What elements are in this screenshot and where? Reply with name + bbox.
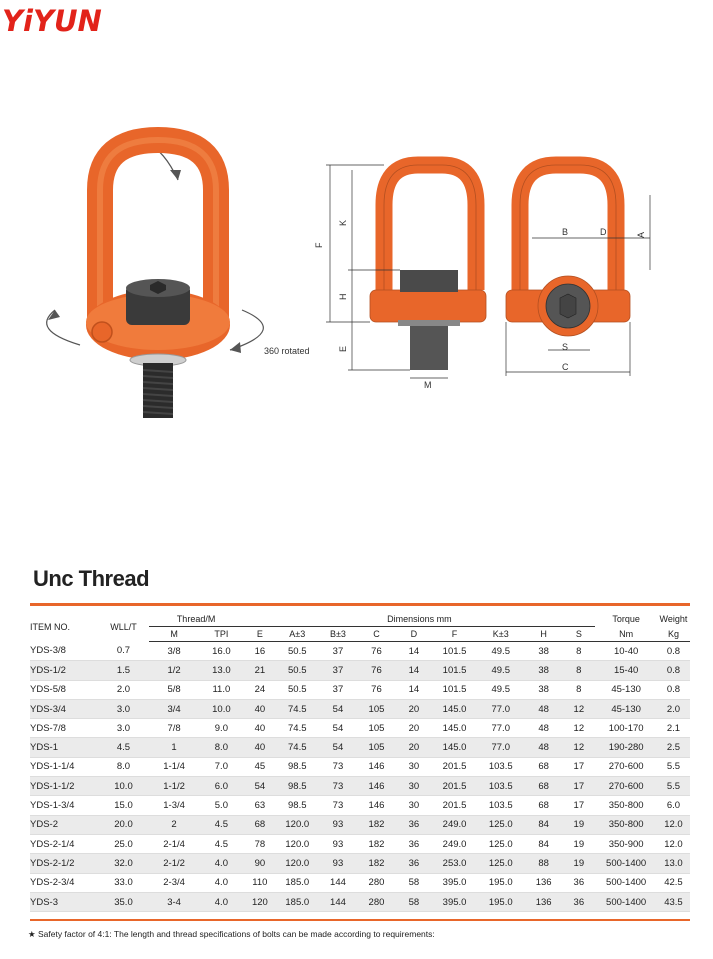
table-cell: 84: [525, 815, 562, 834]
col-group-dimensions: Dimensions mm: [243, 612, 595, 627]
table-cell: 74.5: [276, 738, 318, 757]
table-cell: 48: [525, 738, 562, 757]
table-cell: 4.5: [199, 815, 243, 834]
table-cell: 36: [562, 873, 595, 892]
table-cell: 54: [318, 719, 358, 738]
table-cell: 2-1/2: [149, 854, 200, 873]
table-cell: 195.0: [477, 892, 525, 911]
table-cell: 43.5: [657, 892, 690, 911]
table-cell: 120.0: [276, 815, 318, 834]
table-cell: 42.5: [657, 873, 690, 892]
table-cell: 201.5: [433, 796, 477, 815]
table-cell: 146: [358, 777, 395, 796]
table-cell: 19: [562, 854, 595, 873]
table-cell: 2.0: [98, 680, 149, 699]
table-cell: 5.5: [657, 777, 690, 796]
item-number-cell: YDS-1: [30, 738, 98, 757]
table-cell: 17: [562, 777, 595, 796]
table-cell: 145.0: [433, 738, 477, 757]
table-cell: 120: [243, 892, 276, 911]
table-cell: 35.0: [98, 892, 149, 911]
table-cell: 38: [525, 680, 562, 699]
table-cell: 103.5: [477, 777, 525, 796]
table-cell: 54: [318, 738, 358, 757]
table-cell: 1-1/4: [149, 757, 200, 776]
item-number-cell: YDS-1-3/4: [30, 796, 98, 815]
table-cell: 0.8: [657, 680, 690, 699]
table-cell: 76: [358, 661, 395, 680]
table-cell: 270-600: [595, 777, 657, 796]
table-cell: 8.0: [199, 738, 243, 757]
table-cell: 136: [525, 892, 562, 911]
table-cell: 145.0: [433, 699, 477, 718]
table-cell: 125.0: [477, 815, 525, 834]
table-cell: 103.5: [477, 796, 525, 815]
table-cell: 125.0: [477, 834, 525, 853]
pivot-label: 180 pivot: [141, 128, 178, 138]
col-m: M: [149, 627, 200, 642]
table-cell: 185.0: [276, 892, 318, 911]
table-cell: 201.5: [433, 757, 477, 776]
spec-table-body: [30, 642, 690, 912]
table-cell: 50.5: [276, 680, 318, 699]
col-a: A±3: [276, 627, 318, 642]
table-cell: 73: [318, 777, 358, 796]
table-cell: 280: [358, 873, 395, 892]
table-cell: 2-3/4: [149, 873, 200, 892]
table-cell: 49.5: [477, 661, 525, 680]
table-cell: 10.0: [199, 699, 243, 718]
table-cell: 144: [318, 892, 358, 911]
dim-d-label: D: [600, 227, 607, 237]
table-cell: 1-1/2: [149, 777, 200, 796]
table-cell: 30: [395, 777, 432, 796]
table-cell: 20: [395, 719, 432, 738]
item-number-cell: YDS-1-1/4: [30, 757, 98, 776]
table-cell: 14: [395, 661, 432, 680]
table-cell: 45: [243, 757, 276, 776]
table-cell: 6.0: [199, 777, 243, 796]
table-row: [30, 680, 690, 699]
table-cell: 73: [318, 757, 358, 776]
col-d: D: [395, 627, 432, 642]
table-cell: 500-1400: [595, 854, 657, 873]
table-cell: 33.0: [98, 873, 149, 892]
table-cell: 1-3/4: [149, 796, 200, 815]
table-cell: 48: [525, 699, 562, 718]
table-cell: 3/4: [149, 699, 200, 718]
table-cell: 4.0: [199, 892, 243, 911]
table-cell: 58: [395, 873, 432, 892]
table-cell: 17: [562, 796, 595, 815]
table-cell: 7.0: [199, 757, 243, 776]
table-cell: 145.0: [433, 719, 477, 738]
table-cell: 4.5: [199, 834, 243, 853]
col-torque: Torque: [612, 614, 640, 625]
table-row: [30, 757, 690, 776]
table-cell: 144: [318, 873, 358, 892]
table-cell: 146: [358, 757, 395, 776]
footnote: [28, 929, 435, 940]
table-cell: 38: [525, 661, 562, 680]
table-row: [30, 796, 690, 815]
table-cell: 36: [562, 892, 595, 911]
table-cell: 395.0: [433, 892, 477, 911]
table-top-rule: [30, 603, 690, 606]
table-cell: 3.0: [98, 699, 149, 718]
table-cell: 20: [395, 738, 432, 757]
table-cell: 93: [318, 834, 358, 853]
dim-k-label: K: [338, 219, 348, 226]
table-cell: 249.0: [433, 815, 477, 834]
table-cell: 2-1/4: [149, 834, 200, 853]
table-cell: 36: [395, 854, 432, 873]
dim-m-label: M: [424, 380, 432, 390]
table-cell: 54: [318, 699, 358, 718]
front-view-drawing: [314, 165, 486, 390]
table-row: [30, 661, 690, 680]
table-cell: 19: [562, 815, 595, 834]
table-cell: 74.5: [276, 719, 318, 738]
table-cell: 350-800: [595, 815, 657, 834]
table-cell: 105: [358, 699, 395, 718]
item-number-cell: YDS-3/8: [30, 642, 98, 661]
table-cell: 5/8: [149, 680, 200, 699]
item-number-cell: YDS-2: [30, 815, 98, 834]
table-cell: 136: [525, 873, 562, 892]
table-cell: 73: [318, 796, 358, 815]
section-title: Unc Thread: [33, 566, 150, 591]
table-cell: 19: [562, 834, 595, 853]
table-cell: 103.5: [477, 757, 525, 776]
table-cell: 48: [525, 719, 562, 738]
table-cell: 4.0: [199, 854, 243, 873]
table-cell: 30: [395, 757, 432, 776]
table-cell: 45-130: [595, 680, 657, 699]
table-cell: 76: [358, 680, 395, 699]
dim-a-label: A: [636, 231, 646, 238]
table-cell: 4.0: [199, 873, 243, 892]
table-cell: 500-1400: [595, 873, 657, 892]
table-cell: 2: [149, 815, 200, 834]
table-cell: 0.8: [657, 642, 690, 661]
table-cell: 45-130: [595, 699, 657, 718]
item-number-cell: YDS-7/8: [30, 719, 98, 738]
table-cell: 14: [395, 642, 432, 661]
table-cell: 50.5: [276, 642, 318, 661]
table-cell: 15.0: [98, 796, 149, 815]
table-cell: 182: [358, 815, 395, 834]
table-cell: 40: [243, 719, 276, 738]
table-row: [30, 738, 690, 757]
table-row: [30, 815, 690, 834]
table-cell: 280: [358, 892, 395, 911]
table-cell: 84: [525, 834, 562, 853]
table-cell: 2.1: [657, 719, 690, 738]
col-weight: Weight: [659, 614, 688, 625]
table-cell: 8.0: [98, 757, 149, 776]
col-item: ITEM NO.: [30, 621, 70, 632]
table-cell: 0.7: [98, 642, 149, 661]
footnote-text: Safety factor of 4:1: The length and thread specifications of bolts can be made according to requirements:: [38, 929, 435, 939]
table-row: [30, 777, 690, 796]
table-cell: 77.0: [477, 738, 525, 757]
table-cell: 13.0: [199, 661, 243, 680]
col-wll: WLL/T: [110, 621, 137, 632]
product-figure: [0, 110, 713, 430]
table-cell: 36: [395, 815, 432, 834]
table-cell: 5.5: [657, 757, 690, 776]
table-cell: 125.0: [477, 854, 525, 873]
table-row: [30, 892, 690, 911]
table-cell: 16.0: [199, 642, 243, 661]
table-cell: 12: [562, 738, 595, 757]
spec-table: [30, 612, 690, 912]
col-tpi: TPI: [199, 627, 243, 642]
table-cell: 98.5: [276, 796, 318, 815]
table-cell: 195.0: [477, 873, 525, 892]
col-c: C: [358, 627, 395, 642]
table-cell: 37: [318, 661, 358, 680]
table-row: [30, 854, 690, 873]
table-cell: 21: [243, 661, 276, 680]
table-cell: 12.0: [657, 815, 690, 834]
table-cell: 101.5: [433, 661, 477, 680]
table-cell: 201.5: [433, 777, 477, 796]
table-cell: 1.5: [98, 661, 149, 680]
dim-f-label: F: [314, 242, 324, 248]
table-cell: 98.5: [276, 777, 318, 796]
table-cell: 5.0: [199, 796, 243, 815]
side-view-drawing: [506, 165, 650, 376]
table-cell: 182: [358, 854, 395, 873]
table-cell: 76: [358, 642, 395, 661]
table-cell: 270-600: [595, 757, 657, 776]
table-cell: 8: [562, 680, 595, 699]
table-cell: 63: [243, 796, 276, 815]
table-cell: 8: [562, 642, 595, 661]
dim-c-label: C: [562, 362, 569, 372]
table-cell: 100-170: [595, 719, 657, 738]
dim-h-label: H: [338, 293, 348, 300]
table-cell: 105: [358, 719, 395, 738]
col-h: H: [525, 627, 562, 642]
star-icon: ★: [28, 929, 36, 939]
header-row-1: [30, 612, 690, 627]
table-cell: 40: [243, 738, 276, 757]
table-cell: 37: [318, 680, 358, 699]
item-number-cell: YDS-3/4: [30, 699, 98, 718]
table-cell: 182: [358, 834, 395, 853]
table-cell: 7/8: [149, 719, 200, 738]
table-cell: 68: [525, 777, 562, 796]
item-number-cell: YDS-2-3/4: [30, 873, 98, 892]
table-cell: 190-280: [595, 738, 657, 757]
table-cell: 24: [243, 680, 276, 699]
table-row: [30, 699, 690, 718]
dim-b-label: B: [562, 227, 569, 237]
table-cell: 101.5: [433, 642, 477, 661]
col-weight-unit: Kg: [657, 627, 690, 642]
table-cell: 4.5: [98, 738, 149, 757]
table-cell: 88: [525, 854, 562, 873]
table-cell: 20: [395, 699, 432, 718]
table-cell: 74.5: [276, 699, 318, 718]
table-cell: 30: [395, 796, 432, 815]
col-e: E: [243, 627, 276, 642]
table-cell: 50.5: [276, 661, 318, 680]
dim-e-label: E: [338, 345, 348, 352]
table-cell: 93: [318, 815, 358, 834]
table-cell: 77.0: [477, 719, 525, 738]
table-cell: 1/2: [149, 661, 200, 680]
item-number-cell: YDS-1-1/2: [30, 777, 98, 796]
table-cell: 49.5: [477, 680, 525, 699]
table-cell: 68: [525, 796, 562, 815]
item-number-cell: YDS-2-1/2: [30, 854, 98, 873]
table-cell: 185.0: [276, 873, 318, 892]
item-number-cell: YDS-2-1/4: [30, 834, 98, 853]
col-s: S: [562, 627, 595, 642]
table-cell: 500-1400: [595, 892, 657, 911]
table-cell: 0.8: [657, 661, 690, 680]
table-cell: 98.5: [276, 757, 318, 776]
swivel-hoist-ring-image: [47, 128, 310, 418]
table-cell: 90: [243, 854, 276, 873]
col-torque-unit: Nm: [595, 627, 657, 642]
table-cell: 3-4: [149, 892, 200, 911]
table-cell: 120.0: [276, 854, 318, 873]
dim-s-label: S: [562, 342, 569, 352]
table-cell: 12: [562, 719, 595, 738]
table-cell: 2.5: [657, 738, 690, 757]
table-cell: 9.0: [199, 719, 243, 738]
col-k: K±3: [477, 627, 525, 642]
table-cell: 13.0: [657, 854, 690, 873]
table-cell: 101.5: [433, 680, 477, 699]
table-cell: 16: [243, 642, 276, 661]
table-cell: 17: [562, 757, 595, 776]
table-cell: 54: [243, 777, 276, 796]
table-cell: 1: [149, 738, 200, 757]
table-cell: 10.0: [98, 777, 149, 796]
table-cell: 8: [562, 661, 595, 680]
table-cell: 37: [318, 642, 358, 661]
table-cell: 93: [318, 854, 358, 873]
table-cell: 120.0: [276, 834, 318, 853]
table-cell: 49.5: [477, 642, 525, 661]
table-cell: 105: [358, 738, 395, 757]
table-cell: 10-40: [595, 642, 657, 661]
table-cell: 3/8: [149, 642, 200, 661]
table-cell: 68: [243, 815, 276, 834]
table-cell: 15-40: [595, 661, 657, 680]
table-cell: 58: [395, 892, 432, 911]
table-cell: 395.0: [433, 873, 477, 892]
col-f: F: [433, 627, 477, 642]
table-cell: 14: [395, 680, 432, 699]
table-row: [30, 719, 690, 738]
table-cell: 350-800: [595, 796, 657, 815]
table-cell: 253.0: [433, 854, 477, 873]
table-cell: 32.0: [98, 854, 149, 873]
table-cell: 110: [243, 873, 276, 892]
table-row: [30, 873, 690, 892]
table-cell: 146: [358, 796, 395, 815]
col-group-thread: Thread/M: [149, 612, 244, 627]
table-cell: 36: [395, 834, 432, 853]
table-row: [30, 642, 690, 661]
table-cell: 78: [243, 834, 276, 853]
table-bottom-rule: [30, 919, 690, 921]
table-cell: 12: [562, 699, 595, 718]
table-cell: 77.0: [477, 699, 525, 718]
table-cell: 249.0: [433, 834, 477, 853]
item-number-cell: YDS-3: [30, 892, 98, 911]
table-row: [30, 834, 690, 853]
table-cell: 40: [243, 699, 276, 718]
table-cell: 12.0: [657, 834, 690, 853]
table-cell: 6.0: [657, 796, 690, 815]
table-cell: 11.0: [199, 680, 243, 699]
table-cell: 25.0: [98, 834, 149, 853]
rotate-label: 360 rotated: [264, 346, 310, 356]
table-cell: 3.0: [98, 719, 149, 738]
table-cell: 2.0: [657, 699, 690, 718]
brand-logo: YiYUN: [2, 4, 102, 38]
table-cell: 68: [525, 757, 562, 776]
table-cell: 350-900: [595, 834, 657, 853]
item-number-cell: YDS-5/8: [30, 680, 98, 699]
table-cell: 38: [525, 642, 562, 661]
col-b: B±3: [318, 627, 358, 642]
table-cell: 20.0: [98, 815, 149, 834]
item-number-cell: YDS-1/2: [30, 661, 98, 680]
